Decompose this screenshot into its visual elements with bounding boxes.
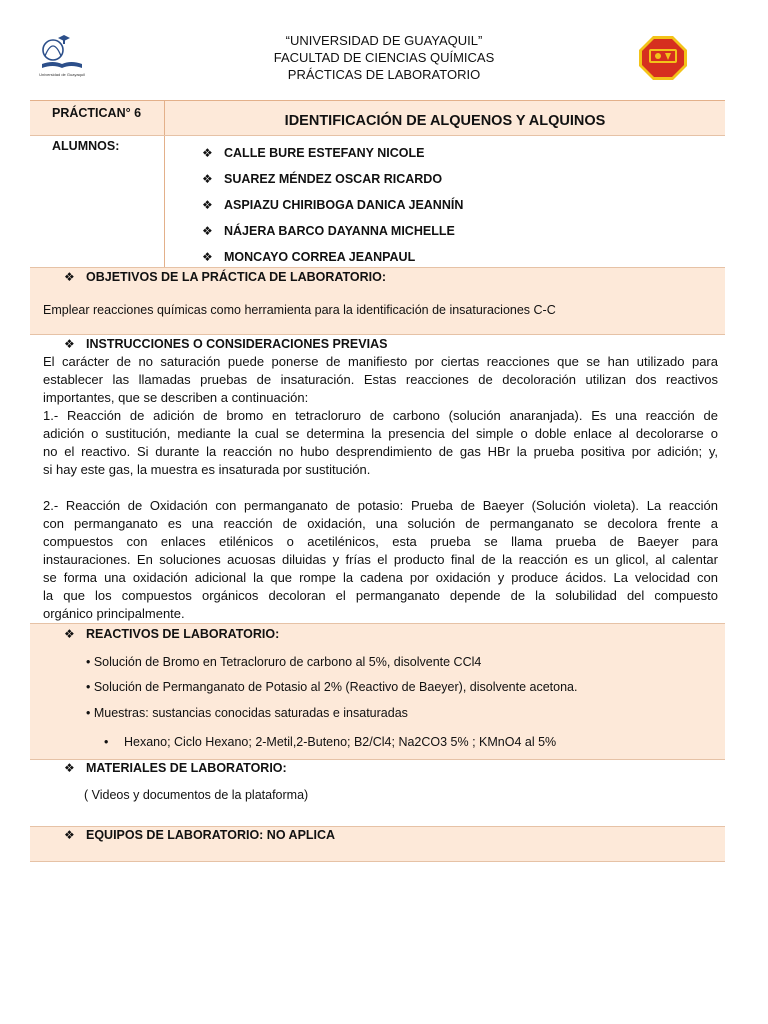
objectives-title: ❖ OBJETIVOS DE LA PRÁCTICA DE LABORATORIO:: [64, 270, 387, 284]
instructions-paragraph-1: El carácter de no saturación puede ponerse de manifiesto por ciertas reacciones que se han utilizado para establecer las llamadas pruebas de insaturación. Estas reacciones de decoloración utilizan dos reactivos importantes, que se describen a continuación: 1.- Reacción de adición de bromo en tetracloruro de carbono (solución anaranjada). Es una reacción de adición o sustitución, mediante la cual se determina la presencia del simple o doble enlace al decolorarse o no el reactivo. Si durante la reacción no hubo desprendimiento de gas HBr la prueba positiva por adición; y, si hay este gas, la muestra es insaturada por sustitución.: [43, 354, 718, 477]
reagent-item: • Solución de Permanganato de Potasio al 2% (Reactivo de Baeyer), disolvente acetona.: [86, 680, 578, 694]
students-label: ALUMNOS:: [52, 139, 120, 153]
reagent-item: • Solución de Bromo en Tetracloruro de carbono al 5%, disolvente CCl4: [86, 655, 482, 669]
diamond-bullet-icon: ❖: [202, 224, 213, 238]
diamond-bullet-icon: ❖: [64, 627, 75, 641]
student-item: ❖ MONCAYO CORREA JEANPAUL: [202, 250, 416, 264]
document-header: [0, 0, 768, 100]
practice-title: IDENTIFICACIÓN DE ALQUENOS Y ALQUINOS: [284, 113, 606, 129]
diamond-bullet-icon: ❖: [64, 270, 75, 284]
reagents-title: ❖ REACTIVOS DE LABORATORIO:: [64, 627, 280, 641]
university-name: “UNIVERSIDAD DE GUAYAQUIL”: [285, 33, 483, 48]
diamond-bullet-icon: ❖: [64, 761, 75, 775]
practice-title-row: [30, 100, 725, 136]
student-item: ❖ CALLE BURE ESTEFANY NICOLE: [202, 146, 425, 160]
equipment-section: [30, 826, 725, 862]
diamond-bullet-icon: ❖: [64, 337, 75, 351]
student-item: ❖ NÁJERA BARCO DAYANNA MICHELLE: [202, 224, 455, 238]
practice-number: PRÁCTICAN° 6: [52, 106, 142, 120]
faculty-name: FACULTAD DE CIENCIAS QUÍMICAS: [273, 50, 495, 65]
equipment-title: ❖ EQUIPOS DE LABORATORIO: NO APLICA: [64, 828, 336, 842]
diamond-bullet-icon: ❖: [202, 172, 213, 186]
diamond-bullet-icon: ❖: [202, 198, 213, 212]
reagent-item: • Muestras: sustancias conocidas saturadas e insaturadas: [86, 706, 408, 720]
university-logo-caption: Universidad de Guayaquil: [39, 72, 85, 77]
student-item: ❖ SUAREZ MÉNDEZ OSCAR RICARDO: [202, 172, 443, 186]
instructions-paragraph-2: 2.- Reacción de Oxidación con permanganato de potasio: Prueba de Baeyer (Solución violeta). La reacción con permanganato es una reacción de oxidación, una solución de permanganato se decolora frente a compuestos con enlaces etilénicos o acetilénicos, esta prueba se llama prueba de Baeyer para instauraciones. En soluciones acuosas diluidas y frías el producto final de la reacción es un glicol, al calentar se forma una oxidación adicional la que rompe la cadena por oxidación y produce ácidos. La velocidad con la que los compuestos orgánicos decoloran el permanganato depende de la solubilidad del compuesto orgánico principalmente.: [43, 498, 718, 621]
diamond-bullet-icon: ❖: [202, 146, 213, 160]
header-subtitle: PRÁCTICAS DE LABORATORIO: [287, 67, 481, 82]
diamond-bullet-icon: ❖: [64, 828, 75, 842]
objectives-section: [30, 267, 725, 335]
bullet-icon: •: [104, 735, 109, 749]
materials-title: ❖ MATERIALES DE LABORATORIO:: [64, 761, 287, 775]
faculty-shield-icon: [637, 34, 689, 82]
table-divider: [164, 136, 165, 267]
diamond-bullet-icon: ❖: [202, 250, 213, 264]
objectives-text: Emplear reacciones químicas como herramienta para la identificación de insaturaciones C-C: [43, 303, 556, 317]
students-row: [30, 136, 725, 267]
reagents-section: [30, 623, 725, 760]
reagent-sub-item: • Hexano; Ciclo Hexano; 2-Metil,2-Buteno; B2/Cl4; Na2CO3 5% ; KMnO4 al 5%: [104, 735, 557, 749]
materials-text: ( Videos y documentos de la plataforma): [84, 788, 309, 802]
student-item: ❖ ASPIAZU CHIRIBOGA DANICA JEANNÍN: [202, 198, 464, 212]
instructions-title: ❖ INSTRUCCIONES O CONSIDERACIONES PREVIAS: [64, 337, 388, 351]
